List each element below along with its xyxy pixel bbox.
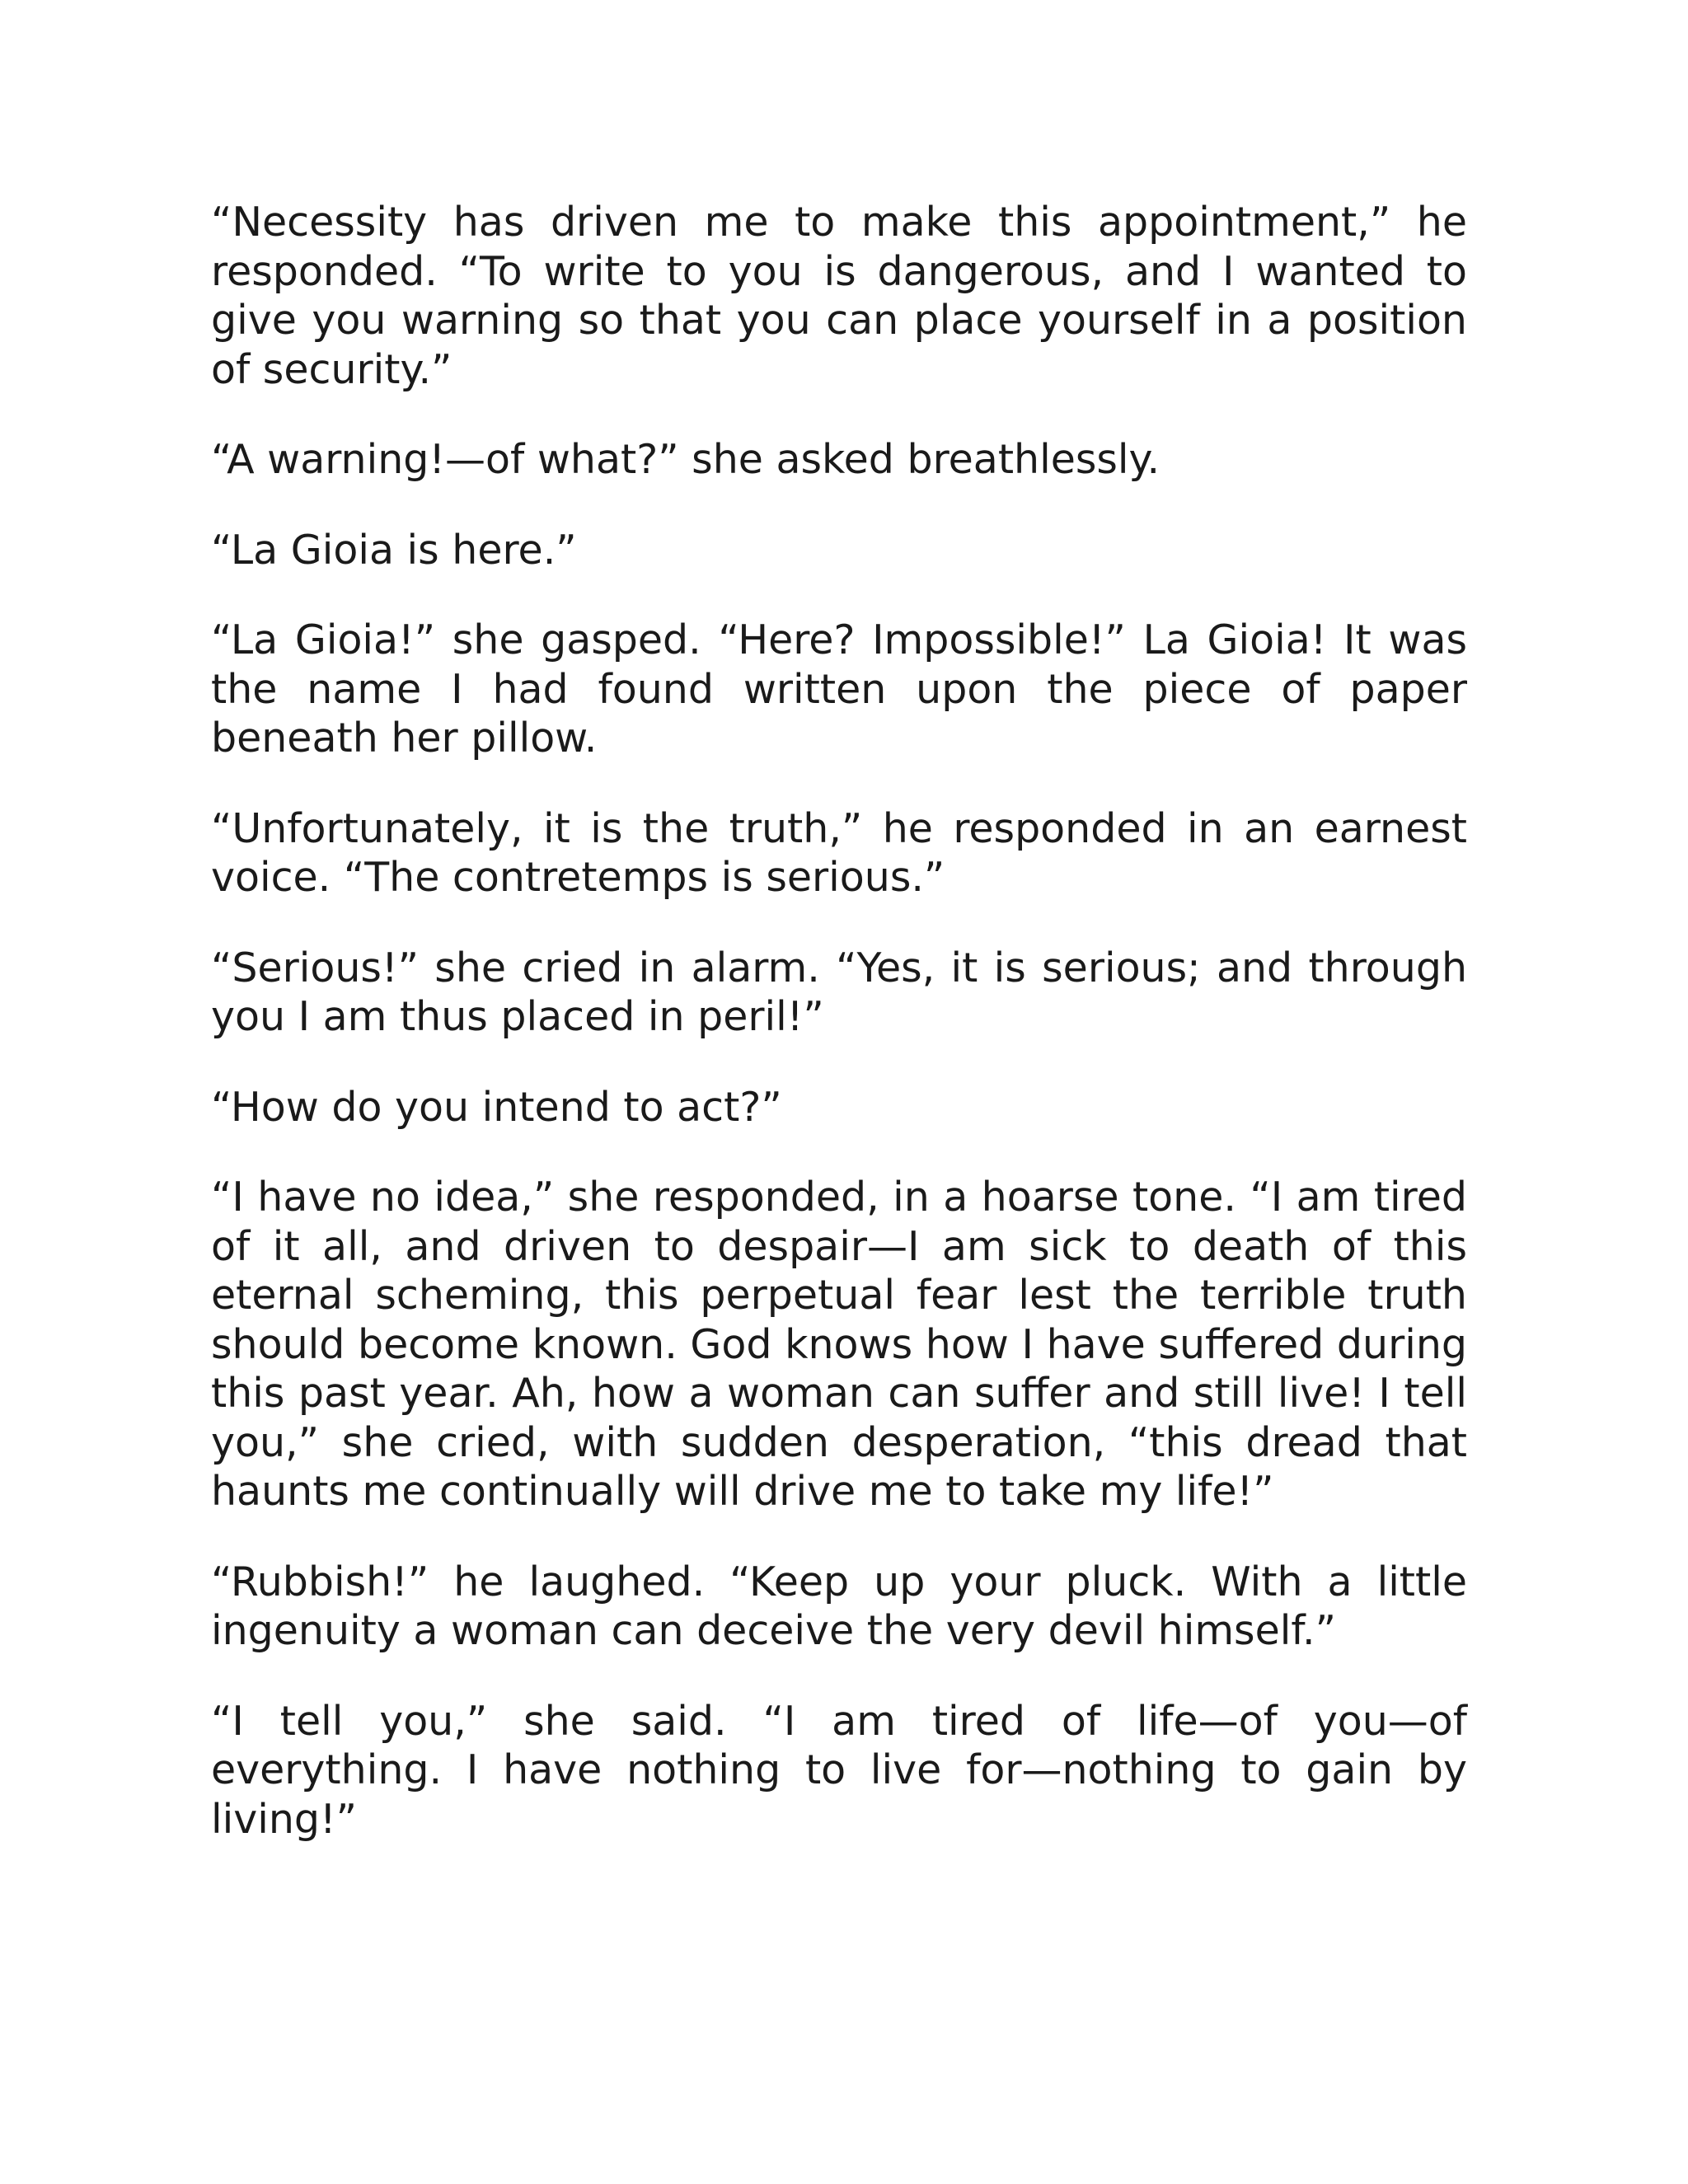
paragraph: “Serious!” she cried in alarm. “Yes, it is serious; and through you I am thus placed in peril!” xyxy=(211,944,1467,1040)
paragraph: “Unfortunately, it is the truth,” he responded in an earnest voice. “The contretemps is serious.” xyxy=(211,804,1467,901)
paragraph: “Rubbish!” he laughed. “Keep up your pluck. With a little ingenuity a woman can deceive the very devil himself.” xyxy=(211,1558,1467,1654)
paragraph: “I have no idea,” she responded, in a hoarse tone. “I am tired of it all, and driven to despair—I am sick to death of this eternal scheming, this perpetual fear lest the terrible truth should become known. God knows how I have suffered during this past year. Ah, how a woman can suffer and still live! I tell you,” she cried, with sudden desperation, “this dread that haunts me continually will drive me to take my life!” xyxy=(211,1174,1467,1515)
paragraph: “La Gioia is here.” xyxy=(211,526,577,574)
paragraph: “La Gioia!” she gasped. “Here? Impossible!” La Gioia! It was the name I had found written upon the piece of paper beneath her pillow. xyxy=(211,616,1467,762)
paragraph: “Necessity has driven me to make this appointment,” he responded. “To write to you is dangerous, and I wanted to give you warning so that you can place yourself in a position of security.” xyxy=(211,199,1467,393)
body-text xyxy=(211,198,1467,1885)
paragraph: “I tell you,” she said. “I am tired of life—of you—of everything. I have nothing to live for—nothing to gain by living!” xyxy=(211,1697,1467,1843)
paragraph: “How do you intend to act?” xyxy=(211,1083,782,1131)
paragraph: “A warning!—of what?” she asked breathlessly. xyxy=(211,436,1160,483)
